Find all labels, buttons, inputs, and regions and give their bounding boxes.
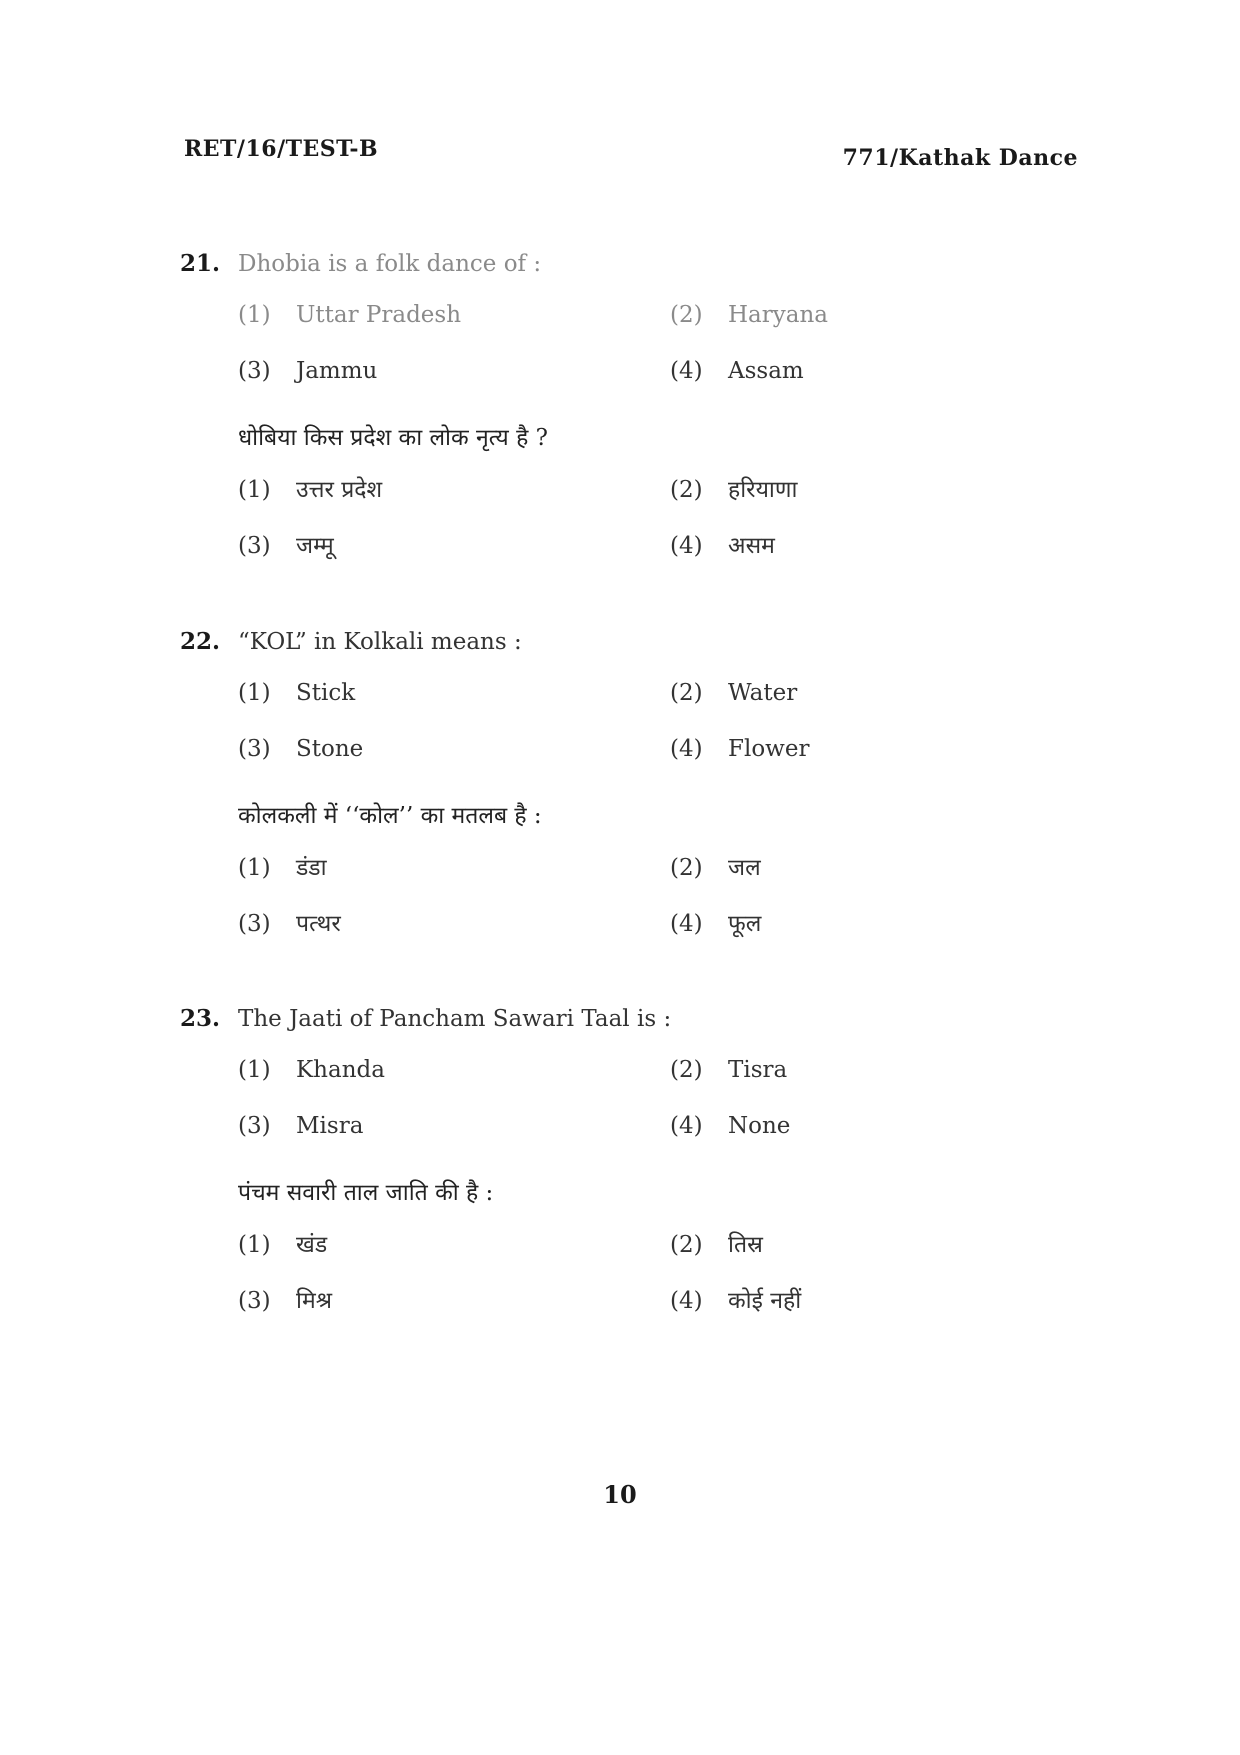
question-text: Dhobia is a folk dance of : — [238, 251, 542, 277]
option-1-hindi: (1) डंडा — [238, 855, 327, 881]
option-1-hindi: (1) खंड — [238, 1232, 328, 1258]
option-3: (3) Stone — [238, 736, 364, 762]
option-4-hindi: (4) कोई नहीं — [670, 1288, 802, 1314]
question-23 — [180, 1003, 1080, 1339]
option-4-hindi: (4) फूल — [670, 911, 762, 937]
option-row — [180, 302, 1080, 358]
question-number: 23. — [180, 1005, 221, 1032]
option-row — [180, 680, 1080, 736]
question-21 — [180, 248, 1080, 584]
question-22 — [180, 626, 1080, 962]
option-3: (3) Misra — [238, 1113, 364, 1139]
question-hindi: पंचम सवारी ताल जाति की है : — [238, 1180, 494, 1206]
subject-title: 771/Kathak Dance — [842, 145, 1078, 171]
question-english — [180, 1003, 1080, 1035]
question-english — [180, 626, 1080, 658]
option-4: (4) Assam — [670, 358, 804, 384]
question-english — [180, 248, 1080, 280]
option-4-hindi: (4) असम — [670, 533, 775, 559]
option-1: (1) Uttar Pradesh — [238, 302, 462, 328]
question-number: 21. — [180, 250, 221, 277]
option-4: (4) None — [670, 1113, 791, 1139]
question-hindi: धोबिया किस प्रदेश का लोक नृत्य है ? — [238, 425, 548, 451]
option-2: (2) Water — [670, 680, 798, 706]
option-row — [180, 736, 1080, 792]
option-row — [180, 358, 1080, 414]
option-3-hindi: (3) पत्थर — [238, 911, 341, 937]
option-row-hindi — [180, 906, 1080, 962]
question-text: “KOL” in Kolkali means : — [238, 629, 522, 655]
option-row — [180, 1057, 1080, 1113]
question-hindi: कोलकली में ‘‘कोल’’ का मतलब है : — [238, 803, 542, 829]
option-2-hindi: (2) हरियाणा — [670, 477, 798, 503]
option-row-hindi — [180, 850, 1080, 906]
option-row-hindi — [180, 528, 1080, 584]
option-row-hindi — [180, 1283, 1080, 1339]
option-2-hindi: (2) तिस्र — [670, 1232, 763, 1258]
option-2-hindi: (2) जल — [670, 855, 761, 881]
option-1: (1) Stick — [238, 680, 356, 706]
option-2: (2) Tisra — [670, 1057, 788, 1083]
option-1: (1) Khanda — [238, 1057, 385, 1083]
question-number: 22. — [180, 628, 221, 655]
option-3-hindi: (3) जम्मू — [238, 533, 334, 559]
option-2: (2) Haryana — [670, 302, 828, 328]
paper-code: RET/16/TEST-B — [184, 136, 379, 162]
option-row-hindi — [180, 1227, 1080, 1283]
question-text: The Jaati of Pancham Sawari Taal is : — [238, 1006, 672, 1032]
option-1-hindi: (1) उत्तर प्रदेश — [238, 477, 383, 503]
option-3: (3) Jammu — [238, 358, 378, 384]
option-3-hindi: (3) मिश्र — [238, 1288, 332, 1314]
page-number: 10 — [603, 1480, 637, 1509]
option-row-hindi — [180, 472, 1080, 528]
option-row — [180, 1113, 1080, 1169]
option-4: (4) Flower — [670, 736, 810, 762]
